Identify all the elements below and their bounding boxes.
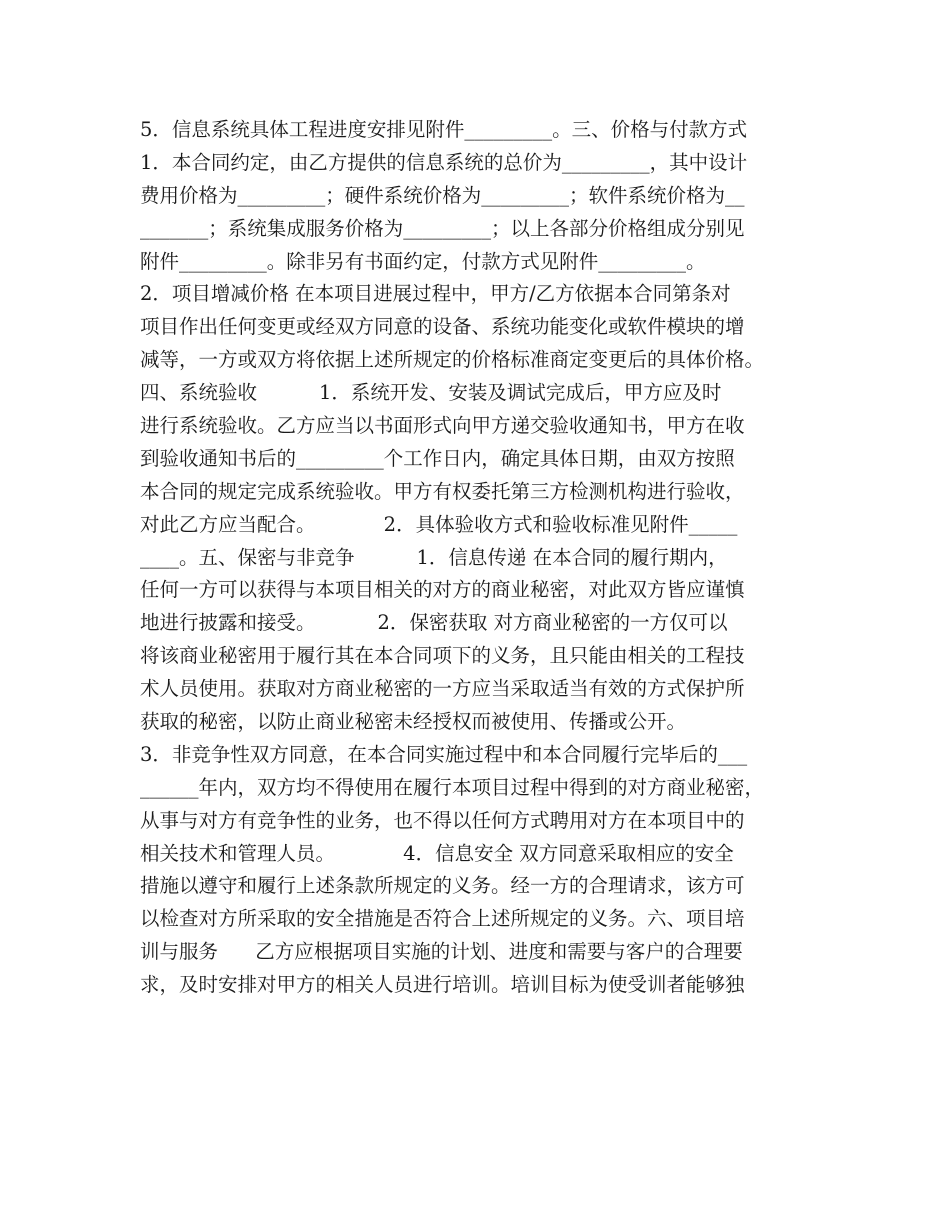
text-line: 求，及时安排对甲方的相关人员进行培训。培训目标为使受训者能够独 <box>140 973 745 997</box>
text-line: 对此乙方应当配合。 2．具体验收方式和验收标准见附件_____ <box>140 512 738 536</box>
text-line: 术人员使用。获取对方商业秘密的一方应当采取适当有效的方式保护所 <box>140 677 745 701</box>
text-line: 从事与对方有竞争性的业务，也不得以任何方式聘用对方在本项目中的 <box>140 808 745 832</box>
contract-text <box>140 114 820 1002</box>
text-line: 到验收通知书后的_________个工作日内，确定具体日期，由双方按照 <box>140 446 735 470</box>
text-line: 1．本合同约定，由乙方提供的信息系统的总价为_________，其中设计 <box>140 150 748 174</box>
text-line: 将该商业秘密用于履行其在本合同项下的义务，且只能由相关的工程技 <box>140 644 745 668</box>
text-line: 地进行披露和接受。 2．保密获取 对方商业秘密的一方仅可以 <box>140 611 728 635</box>
text-line: _______；系统集成服务价格为_________；以上各部分价格组成分别见 <box>140 216 745 240</box>
text-line: 本合同的规定完成系统验收。甲方有权委托第三方检测机构进行验收， <box>140 479 745 503</box>
text-line: 以检查对方所采取的安全措施是否符合上述所规定的义务。六、项目培 <box>140 907 745 931</box>
text-line: 相关技术和管理人员。 4．信息安全 双方同意采取相应的安全 <box>140 841 734 865</box>
text-line: 3．非竞争性双方同意，在本合同实施过程中和本合同履行完毕后的___ <box>140 742 748 766</box>
text-line: 任何一方可以获得与本项目相关的对方的商业秘密，对此双方皆应谨慎 <box>140 578 745 602</box>
text-line: 费用价格为_________；硬件系统价格为_________；软件系统价格为__ <box>140 183 745 207</box>
text-line: 2．项目增减价格 在本项目进展过程中，甲方/乙方依据本合同第条对 <box>140 282 731 306</box>
text-line: 减等，一方或双方将依据上述所规定的价格标准商定变更后的具体价格。 <box>140 348 765 372</box>
text-line: ____。五、保密与非竞争 1．信息传递 在本合同的履行期内， <box>140 545 728 569</box>
text-line: 附件_________。除非另有书面约定，付款方式见附件_________。 <box>140 249 706 273</box>
text-line: 5．信息系统具体工程进度安排见附件_________。三、价格与付款方式 <box>140 118 748 141</box>
text-line: 获取的秘密，以防止商业秘密未经授权而被使用、传播或公开。 <box>140 710 687 734</box>
text-line: 四、系统验收 1．系统开发、安装及调试完成后，甲方应及时 <box>140 381 722 405</box>
text-line: 进行系统验收。乙方应当以书面形式向甲方递交验收通知书，甲方在收 <box>140 414 745 438</box>
text-line: 措施以遵守和履行上述条款所规定的义务。经一方的合理请求，该方可 <box>140 874 745 898</box>
text-line: 项目作出任何变更或经双方同意的设备、系统功能变化或软件模块的增 <box>140 315 745 339</box>
text-line: ______年内，双方均不得使用在履行本项目过程中得到的对方商业秘密， <box>140 775 765 799</box>
text-line: 训与服务 乙方应根据项目实施的计划、进度和需要与客户的合理要 <box>140 940 743 964</box>
